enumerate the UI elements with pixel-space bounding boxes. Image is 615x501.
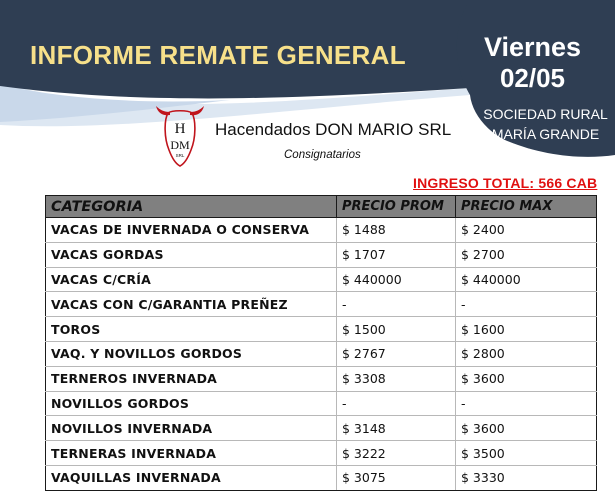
total-ingreso: INGRESO TOTAL: 566 CAB — [413, 175, 598, 191]
cell-precio-prom: $ 3222 — [337, 441, 456, 466]
table-row — [46, 465, 597, 490]
cell-categoria: VACAS C/CRÍA — [46, 267, 337, 292]
cell-categoria: TERNERAS INVERNADA — [46, 441, 337, 466]
cell-categoria: NOVILLOS INVERNADA — [46, 416, 337, 441]
cell-precio-prom: $ 1500 — [337, 317, 456, 342]
cell-precio-max: $ 3330 — [456, 465, 597, 490]
column-header-categoria: CATEGORIA — [46, 196, 337, 218]
cell-precio-max: $ 2700 — [456, 242, 597, 267]
auction-date: 02/05 — [499, 63, 566, 93]
cell-precio-max: $ 3500 — [456, 441, 597, 466]
table-body — [46, 218, 597, 491]
cell-precio-prom: $ 3148 — [337, 416, 456, 441]
organization-line-1: SOCIEDAD RURAL — [483, 106, 608, 122]
organization-name — [478, 104, 613, 144]
logo-monogram-bottom: DM — [170, 138, 190, 152]
logo-monogram-top: H — [174, 121, 186, 137]
cell-precio-prom: $ 440000 — [337, 267, 456, 292]
cell-precio-max: $ 2400 — [456, 218, 597, 243]
table-row — [46, 242, 597, 267]
cell-precio-max: - — [456, 292, 597, 317]
table-row — [46, 441, 597, 466]
cell-precio-prom: - — [337, 292, 456, 317]
cell-precio-prom: $ 3075 — [337, 465, 456, 490]
table-row — [46, 391, 597, 416]
cell-precio-prom: $ 3308 — [337, 366, 456, 391]
cell-categoria: VAQUILLAS INVERNADA — [46, 465, 337, 490]
cell-categoria: TOROS — [46, 317, 337, 342]
cell-precio-prom: $ 1488 — [337, 218, 456, 243]
table-row — [46, 416, 597, 441]
report-title: INFORME REMATE GENERAL — [30, 40, 406, 70]
auction-day: Viernes — [483, 32, 582, 62]
table-row — [46, 366, 597, 391]
cell-categoria: VACAS DE INVERNADA O CONSERVA — [46, 218, 337, 243]
cell-precio-max: $ 440000 — [456, 267, 597, 292]
organization-line-2: MARÍA GRANDE — [491, 126, 600, 142]
column-header-precio-max: PRECIO MAX — [456, 196, 597, 218]
column-header-precio-prom: PRECIO PROM — [337, 196, 456, 218]
table-row — [46, 317, 597, 342]
cell-precio-max: - — [456, 391, 597, 416]
prices-table — [45, 195, 597, 491]
cell-categoria: TERNEROS INVERNADA — [46, 366, 337, 391]
table-row — [46, 341, 597, 366]
table-row — [46, 267, 597, 292]
cell-precio-max: $ 3600 — [456, 366, 597, 391]
cell-precio-prom: $ 2767 — [337, 341, 456, 366]
cell-precio-max: $ 3600 — [456, 416, 597, 441]
cell-precio-prom: $ 1707 — [337, 242, 456, 267]
table-row — [46, 292, 597, 317]
cell-precio-prom: - — [337, 391, 456, 416]
company-subtitle: Consignatarios — [284, 149, 361, 161]
table-header-row — [46, 196, 597, 218]
cell-categoria: VAQ. Y NOVILLOS GORDOS — [46, 341, 337, 366]
cell-categoria: VACAS CON C/GARANTIA PREÑEZ — [46, 292, 337, 317]
company-logo — [150, 100, 210, 170]
company-name: Hacendados DON MARIO SRL — [215, 120, 452, 139]
cell-precio-max: $ 1600 — [456, 317, 597, 342]
cell-categoria: VACAS GORDAS — [46, 242, 337, 267]
cell-categoria: NOVILLOS GORDOS — [46, 391, 337, 416]
cell-precio-max: $ 2800 — [456, 341, 597, 366]
table-row — [46, 218, 597, 243]
logo-monogram-small: SRL — [175, 153, 185, 158]
